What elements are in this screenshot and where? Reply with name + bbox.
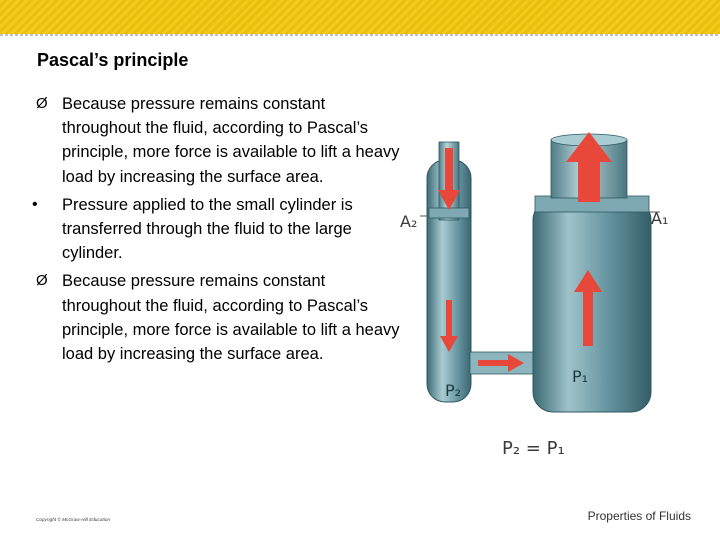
bullet-item — [30, 269, 402, 366]
bullet-text: Pressure applied to the small cylinder is transferred through the fluid to the large cylinder. — [62, 195, 353, 263]
copyright-text: Copyright © McGraw-Hill Education — [36, 517, 111, 522]
bullet-item — [30, 193, 402, 266]
bullet-text: Because pressure remains constant throughout the fluid, according to Pascal’s principle, more force is available to lift a heavy load by increasing the surface area. — [62, 272, 400, 364]
label-a1: A₁ — [651, 209, 669, 228]
label-p2: P₂ — [445, 381, 462, 400]
arrow-bullet-icon: Ø — [36, 95, 48, 112]
section-title: Properties of Fluids — [587, 509, 691, 523]
bullet-item — [30, 92, 402, 189]
pressure-equation: P₂ = P₁ — [502, 438, 565, 459]
hydraulic-press-diagram — [398, 120, 688, 465]
header-divider — [0, 34, 720, 36]
label-a2: A₂ — [400, 212, 418, 231]
slide-title: Pascal’s principle — [37, 50, 189, 70]
label-p1: P₁ — [572, 367, 589, 386]
dot-bullet-icon: • — [32, 195, 38, 213]
bullet-list — [30, 92, 402, 370]
bullet-text: Because pressure remains constant throughout the fluid, according to Pascal’s principle, more force is available to lift a heavy load by increasing the surface area. — [62, 95, 400, 186]
arrow-bullet-icon: Ø — [36, 272, 48, 290]
header-band — [0, 0, 720, 34]
